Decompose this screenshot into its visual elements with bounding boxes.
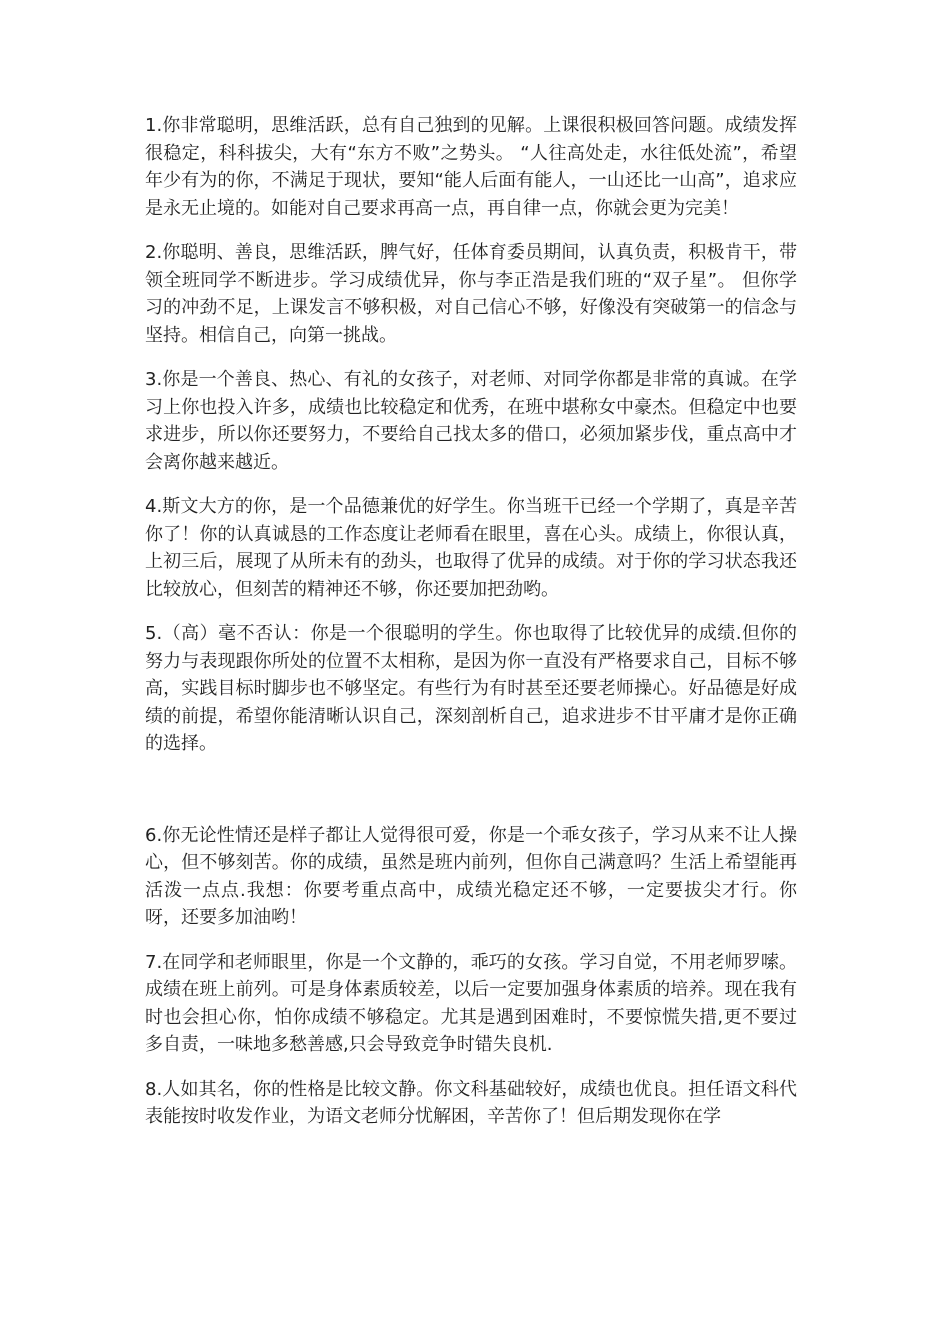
document-page [145, 112, 797, 1148]
comment-paragraph-3: 3.你是一个善良、热心、有礼的女孩子，对老师、对同学你都是非常的真诚。在学习上你也投入许多，成绩也比较稳定和优秀，在班中堪称女中豪杰。但稳定中也要求进步，所以你还要努力，不要给自己找太多的借口，必须加紧步伐，重点高中才会离你越来越近。 [145, 369, 797, 473]
comment-paragraph-2: 2.你聪明、善良，思维活跃，脾气好，任体育委员期间，认真负责，积极肯干，带领全班同学不断进步。学习成绩优异，你与李正浩是我们班的“双子星”。 但你学习的冲劲不足，上课发言不够积极，对自己信心不够，好像没有突破第一的信念与坚持。相信自己，向第一挑战。 [145, 242, 797, 346]
comment-paragraph-5: 5.（高）毫不否认：你是一个很聪明的学生。你也取得了比较优异的成绩.但你的努力与表现跟你所处的位置不太相称，是因为你一直没有严格要求自己，目标不够高，实践目标时脚步也不够坚定。有些行为有时甚至还要老师操心。好品德是好成绩的前提，希望你能清晰认识自己，深刻剖析自己，追求进步不甘平庸才是你正确的选择。 [145, 623, 797, 754]
comment-paragraph-1: 1.你非常聪明，思维活跃，总有自己独到的见解。上课很积极回答问题。成绩发挥很稳定，科科拔尖，大有“东方不败”之势头。 “人往高处走，水往低处流”，希望年少有为的你，不满足于现状，要知“能人后面有能人，一山还比一山高”，追求应是永无止境的。如能对自己要求再高一点，再自律一点，你就会更为完美！ [145, 115, 797, 219]
comment-paragraph-7: 7.在同学和老师眼里，你是一个文静的，乖巧的女孩。学习自觉，不用老师罗嗦。成绩在班上前列。可是身体素质较差，以后一定要加强身体素质的培养。现在我有时也会担心你，怕你成绩不够稳定。尤其是遇到困难时，不要惊慌失措,更不要过多自责，一味地多愁善感,只会导致竞争时错失良机. [145, 951, 797, 1055]
comment-paragraph-8: 8.人如其名，你的性格是比较文静。你文科基础较好，成绩也优良。担任语文科代表能按时收发作业，为语文老师分忧解困，辛苦你了！但后期发现你在学 [145, 1078, 797, 1127]
comment-paragraph-4: 4.斯文大方的你，是一个品德兼优的好学生。你当班干已经一个学期了，真是辛苦你了！你的认真诚恳的工作态度让老师看在眼里，喜在心头。成绩上，你很认真，上初三后，展现了从所未有的劲头，也取得了优异的成绩。对于你的学习状态我还比较放心，但刻苦的精神还不够，你还要加把劲哟。 [145, 496, 797, 600]
comment-paragraph-6: 6.你无论性情还是样子都让人觉得很可爱，你是一个乖女孩子，学习从来不让人操心，但不够刻苦。你的成绩，虽然是班内前列，但你自己满意吗？生活上希望能再活泼一点点.我想：你要考重点高中，成绩光稳定还不够，一定要拔尖才行。你呀，还要多加油哟！ [145, 824, 797, 928]
